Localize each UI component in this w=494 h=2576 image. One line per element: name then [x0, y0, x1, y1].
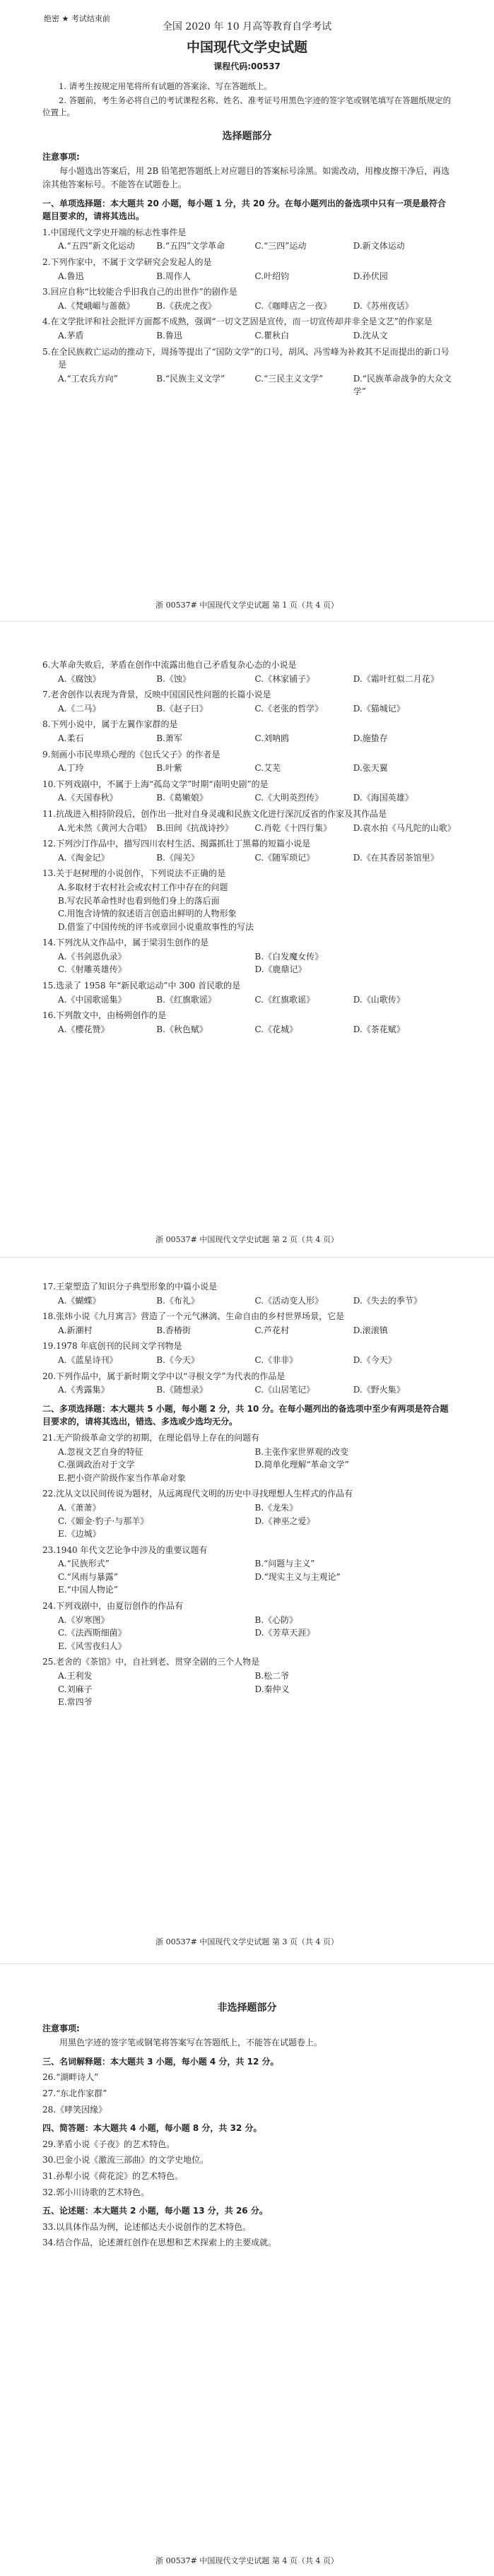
- essay-question: 26.“湖畔诗人”: [42, 2072, 99, 2083]
- question: [42, 1280, 452, 1307]
- answer-option: B.《随想录》: [156, 1385, 208, 1395]
- answer-option: C.艾芜: [254, 763, 281, 774]
- part-four-heading: 四、简答题：本大题共 4 小题，每小题 8 分，共 32 分。: [42, 2123, 262, 2134]
- question: [42, 1544, 452, 1597]
- non-choice-notice-text: 用黑色字迹的签字笔或钢笔将答案写在答题纸上，不能答在试题卷上。: [59, 2038, 323, 2048]
- choice-notice-text: 每小题选出答案后，用 2B 铅笔把答题纸上对应题目的答案标号涂黑。如需改动，用橡皮擦干净后，再选涂其他答案标号。不能答在试题卷上。: [42, 166, 450, 190]
- question-number: 12.: [42, 839, 57, 849]
- question-text: 大革命失败后，茅盾在创作中流露出他自己矛盾复杂心态的小说是: [50, 660, 297, 670]
- question-number: 8.: [42, 719, 51, 730]
- exam-page-1: [0, 0, 494, 622]
- question-number: 20.: [42, 1371, 57, 1381]
- answer-option: B.“民族主义文学”: [156, 373, 225, 384]
- answer-option: B.“五四”文学革命: [156, 241, 225, 252]
- answer-option: C.《大明英烈传》: [254, 793, 324, 803]
- answer-option: E.常四爷: [58, 1697, 93, 1708]
- answer-option: B.《布礼》: [156, 1295, 199, 1306]
- answer-option: E.“中国人物论”: [58, 1585, 118, 1595]
- page-footer: 浙 00537# 中国现代文学史试题 第 1 页（共 4 页）: [155, 601, 339, 610]
- answer-option: A.《萧萧》: [58, 1502, 101, 1513]
- answer-option: B.《获虎之夜》: [156, 300, 216, 311]
- answer-option: B.《葛嫩娘》: [156, 793, 208, 803]
- choice-notice-label: 注意事项:: [42, 151, 80, 162]
- option-list: [42, 300, 452, 313]
- option-list: [42, 1023, 452, 1036]
- answer-option: A.“五四”新文化运动: [58, 241, 135, 252]
- answer-option: D.《霜叶红似二月花》: [353, 673, 439, 684]
- question-number: 22.: [42, 1489, 57, 1499]
- option-list: [42, 1614, 452, 1653]
- non-choice-section-title: 非选择题部分: [217, 2002, 277, 2014]
- answer-option: D.《鹿鼎记》: [254, 964, 307, 975]
- course-code: 课程代码:00537: [213, 61, 281, 72]
- question-stem: [42, 718, 452, 731]
- answer-option: D.《山歌传》: [353, 994, 405, 1005]
- question-number: 24.: [42, 1601, 57, 1612]
- option-list: [42, 1354, 452, 1367]
- answer-option: B.写农民革命性时也看到他们身上的落后面: [58, 895, 220, 906]
- answer-option: B.香椿街: [156, 1325, 191, 1335]
- question-text: 关于赵树理的小说创作，下列说法不正确的是: [56, 868, 226, 879]
- answer-option: A.《蓝星诗刊》: [58, 1354, 118, 1365]
- answer-option: D.“现实主义与主观论”: [254, 1571, 341, 1582]
- essay-question: 33.以具体作品为例，论述郁达夫小说创作的艺术特色。: [42, 2221, 252, 2232]
- question-number: 16.: [42, 1010, 57, 1021]
- question-number: 2.: [42, 257, 51, 267]
- question-number: 6.: [42, 660, 51, 670]
- answer-option: C.芦花村: [254, 1325, 290, 1335]
- question-number: 17.: [42, 1282, 57, 1292]
- answer-option: C.瞿秋白: [254, 330, 290, 341]
- answer-option: D.《神巫之爱》: [254, 1516, 315, 1526]
- question-stem: [42, 256, 452, 269]
- answer-option: B.《心防》: [254, 1614, 298, 1625]
- question: [42, 658, 452, 685]
- essay-question: 31.孙犁小说《荷花淀》的艺术特色。: [42, 2171, 184, 2182]
- answer-option: A.“民族形式”: [58, 1559, 110, 1569]
- answer-option: A.《蝴蝶》: [58, 1295, 101, 1306]
- question-text: 选录了 1958 年“新民歌运动”中 300 首民歌的是: [56, 981, 241, 991]
- question: [42, 1600, 452, 1653]
- option-list: [42, 950, 452, 976]
- answer-option: A.《淘金记》: [58, 852, 110, 863]
- question: [42, 285, 452, 312]
- answer-option: B.《龙朱》: [254, 1502, 298, 1513]
- answer-option: D.《在其香居茶馆里》: [353, 852, 439, 863]
- answer-option: A.《秀露集》: [58, 1385, 110, 1395]
- question-text: 下列沈从文作品中，属于梁羽生创作的是: [56, 938, 209, 948]
- non-choice-notice-label: 注意事项:: [42, 2023, 80, 2033]
- question-stem: [42, 1487, 452, 1501]
- answer-option: A.新潮村: [58, 1325, 93, 1335]
- answer-option: D.秦仲义: [254, 1684, 290, 1694]
- question: [42, 226, 452, 253]
- answer-option: A.柔石: [58, 733, 84, 743]
- question: [42, 256, 452, 283]
- answer-option: B.主张作家世界观的改变: [254, 1446, 349, 1457]
- answer-option: C.用饱含诗情的叙述语言创造出鲜明的人物形象: [58, 909, 237, 919]
- answer-option: C.“三四”运动: [254, 241, 307, 252]
- answer-option: A.忽视文艺自身的特征: [58, 1446, 143, 1457]
- question: [42, 1340, 452, 1366]
- answer-option: A.王利发: [58, 1671, 93, 1682]
- question-stem: [42, 226, 452, 240]
- answer-option: A.《书剑恩仇录》: [58, 951, 127, 962]
- question-stem: [42, 1370, 452, 1383]
- question-number: 19.: [42, 1341, 57, 1352]
- question-text: 老舍的《茶馆》中，自社到老、贯穿全剧的三个人物是: [56, 1657, 260, 1667]
- answer-option: C.“三民主义文学”: [254, 373, 324, 384]
- answer-option: A.《梵峨嵋与蔷薇》: [58, 300, 135, 311]
- question-text: 张炜小说《九月寓言》营造了一个元气淋漓、生命自由的乡村世界场景，它是: [56, 1311, 345, 1322]
- answer-option: B.《白发魔女传》: [254, 951, 324, 962]
- question: [42, 1487, 452, 1540]
- option-list: [42, 270, 452, 283]
- page-footer: 浙 00537# 中国现代文学史试题 第 4 页（共 4 页）: [155, 2556, 339, 2565]
- option-list: [42, 993, 452, 1007]
- answer-option: E.把小资产阶级作家当作革命对象: [58, 1472, 186, 1483]
- question: [42, 748, 452, 775]
- question-text: 下列小说中，属于左翼作家群的是: [50, 719, 178, 730]
- answer-option: B.田间《抗战诗抄》: [156, 822, 233, 833]
- question-stem: [42, 808, 452, 821]
- page-footer: 浙 00537# 中国现代文学史试题 第 3 页（共 4 页）: [155, 1937, 339, 1946]
- answer-option: A.《樱花赞》: [58, 1024, 110, 1034]
- question-text: 在文学批评和社会批评方面都不成熟，强调“一切文艺固是宣传，而一切宣传却并非全是文艺”的作家是: [50, 317, 433, 327]
- question-stem: [42, 1340, 452, 1353]
- question-stem: [42, 979, 452, 993]
- answer-option: D.《海国英雄》: [353, 793, 413, 803]
- answer-option: D.孙伏园: [353, 271, 388, 281]
- answer-option: C.《射雕英雄传》: [58, 964, 127, 975]
- answer-option: D.《失去的季节》: [353, 1295, 422, 1306]
- answer-option: D.借鉴了中国传统的评书或章回小说重故事性的写法: [58, 921, 254, 932]
- answer-option: D.简单化理解“革命文学”: [254, 1460, 349, 1470]
- exam-page-2: [0, 622, 494, 1258]
- question: [42, 778, 452, 805]
- answer-option: C.《林家铺子》: [254, 673, 315, 684]
- answer-option: D.滚滚镇: [353, 1325, 388, 1335]
- answer-option: D.《今天》: [353, 1354, 396, 1365]
- exam-notes: [42, 81, 452, 119]
- question-number: 9.: [42, 749, 51, 760]
- question-number: 21.: [42, 1432, 57, 1443]
- answer-option: C.《媚金·豹子·与那羊》: [58, 1516, 149, 1526]
- answer-option: B.《赵子曰》: [156, 703, 208, 714]
- option-list: [42, 372, 452, 398]
- answer-option: C.强调政治对于文学: [58, 1460, 135, 1470]
- exam-title: 全国 2020 年 10 月高等教育自学考试: [162, 21, 332, 33]
- answer-option: A.鲁迅: [58, 271, 84, 281]
- option-list: [42, 1670, 452, 1709]
- question-stem: [42, 936, 452, 950]
- answer-option: D.袁水拍《马凡陀的山歌》: [353, 822, 456, 833]
- question-text: 无产阶级革命文学的初期，在理论倡导上存在的问题有: [56, 1432, 260, 1443]
- answer-option: E.《风雪夜归人》: [58, 1641, 127, 1651]
- answer-option: A.《二马》: [58, 703, 101, 714]
- question-number: 4.: [42, 317, 51, 327]
- question-number: 13.: [42, 868, 57, 879]
- part-one-heading: 一、单项选择题：本大题共 20 小题，每小题 1 分，共 20 分。在每小题列出的备选项中只有一项是最符合题目要求的，请将其选出。: [42, 198, 446, 222]
- option-list: [42, 702, 452, 716]
- question-stem: [42, 1310, 452, 1323]
- answer-option: D.张天翼: [353, 763, 388, 774]
- answer-option: C.《咖啡店之一夜》: [254, 300, 332, 311]
- answer-option: A.《腐蚀》: [58, 673, 101, 684]
- question: [42, 808, 456, 834]
- option-list: [42, 881, 452, 933]
- answer-option: C.《随军琐记》: [254, 852, 315, 863]
- question-number: 1.: [42, 227, 51, 237]
- question: [42, 979, 452, 1006]
- answer-option: A.《中国歌谣集》: [58, 994, 127, 1005]
- question-text: 在全民族救亡运动的推动下，周扬等提出了“国防文学”的口号，胡风、冯雪峰为补救其不足而提出的新口号是: [50, 346, 449, 370]
- answer-option: C.刘麻子: [58, 1684, 93, 1694]
- question-stem: [42, 867, 452, 880]
- answer-option: C.叶绍钧: [254, 271, 290, 281]
- answer-option: A.茅盾: [58, 330, 84, 341]
- question-stem: [42, 1655, 452, 1669]
- subject-title: 中国现代文学史试题: [186, 39, 307, 55]
- answer-option: D.《猫城记》: [353, 703, 405, 714]
- answer-option: B.“问题与主义”: [254, 1559, 315, 1569]
- question-number: 10.: [42, 779, 57, 789]
- question-stem: [42, 748, 452, 762]
- choice-section-title: 选择题部分: [222, 131, 272, 143]
- note-item: 1. 请考生按规定用笔将所有试题的答案涂、写在答题纸上。: [59, 81, 273, 91]
- answer-option: D.《苏州夜话》: [353, 300, 413, 311]
- question-text: 沈从文以民间传说为题材，从远离现代文明的历史中寻找理想人生样式的作品有: [56, 1489, 353, 1499]
- question-text: 下列作家中，不属于文学研究会发起人的是: [50, 257, 212, 267]
- answer-option: A.“工农兵方向”: [58, 373, 118, 384]
- answer-option: B.松二爷: [254, 1671, 290, 1682]
- question-number: 14.: [42, 938, 57, 948]
- answer-option: A.多取材于农村社会或农村工作中存在的问题: [58, 882, 228, 892]
- question-stem: [42, 688, 452, 702]
- question-stem: [42, 837, 452, 851]
- question-text: 下列作品中，属于新时期文学中以“寻根文学”为代表的作品是: [56, 1371, 286, 1381]
- exam-page-4: [0, 1964, 494, 2576]
- answer-option: C.《老张的哲学》: [254, 703, 324, 714]
- essay-question: 34.结合作品，论述萧红创作在思想和艺术探索上的主要成就。: [42, 2238, 277, 2248]
- page-footer: 浙 00537# 中国现代文学史试题 第 2 页（共 4 页）: [155, 1235, 339, 1244]
- answer-option: C.《非非》: [254, 1354, 298, 1365]
- question: [42, 936, 452, 976]
- question-stem: [42, 1009, 452, 1022]
- option-list: [42, 1446, 452, 1485]
- question-number: 11.: [42, 808, 57, 819]
- answer-option: C.《花城》: [254, 1024, 298, 1034]
- question: [42, 1009, 452, 1036]
- answer-option: C.肖乾《十四行集》: [254, 822, 332, 833]
- option-list: [42, 240, 452, 253]
- option-list: [42, 329, 452, 343]
- option-list: [42, 673, 452, 686]
- answer-option: A.光未然《黄河大合唱》: [58, 822, 152, 833]
- question-stem: [42, 345, 452, 372]
- option-list: [42, 1383, 452, 1397]
- answer-option: D.沈从文: [353, 330, 388, 341]
- option-list: [42, 1557, 452, 1597]
- answer-option: D.《茶花赋》: [353, 1024, 405, 1034]
- question-text: 中国现代文学史开端的标志性事件是: [50, 227, 187, 237]
- answer-option: A.《天国春秋》: [58, 793, 118, 803]
- exam-page-3: [0, 1258, 494, 1964]
- option-list: [42, 1294, 452, 1308]
- question: [42, 718, 452, 745]
- essay-question: 28.《哮笑因缘》: [42, 2104, 107, 2115]
- answer-option: C.《山居笔记》: [254, 1385, 315, 1395]
- answer-option: C.“风雨与暴露”: [58, 1571, 118, 1582]
- question-stem: [42, 1431, 452, 1445]
- answer-option: A.丁玲: [58, 763, 84, 774]
- answer-option: B.鲁迅: [156, 330, 182, 341]
- essay-question: 29.茅盾小说《子夜》的艺术特色。: [42, 2139, 175, 2149]
- part-three-heading: 三、名词解释题：本大题共 3 小题，每小题 4 分，共 12 分。: [42, 2056, 279, 2067]
- question-stem: [42, 1544, 452, 1557]
- question-text: 下列戏剧中，不属于上海“孤岛文学”时期“南明史剧”的是: [56, 779, 269, 789]
- answer-option: B.《闯关》: [156, 852, 199, 863]
- answer-option: D.新文体运动: [353, 241, 405, 252]
- question-number: 25.: [42, 1657, 57, 1667]
- answer-option: E.《边城》: [58, 1529, 101, 1540]
- option-list: [42, 851, 452, 865]
- answer-option: B.《今天》: [156, 1354, 199, 1365]
- answer-option: B.萧军: [156, 733, 182, 743]
- answer-option: B.《秋色赋》: [156, 1024, 208, 1034]
- essay-question: 30.巴金小说《激流三部曲》的文学史地位。: [42, 2155, 209, 2166]
- question: [42, 688, 452, 715]
- question-text: 抗战进入相持阶段后，创作出一批对自身灵魂和民族文化进行深沉反省的作家及其作品是: [56, 808, 387, 819]
- question-stem: [42, 778, 452, 791]
- answer-option: B.叶紫: [156, 763, 182, 774]
- question: [42, 1431, 452, 1484]
- note-item: 2. 答题前，考生务必将自己的考试课程名称、姓名、准考证号用黑色字迹的签字笔或钢笔填写在答题纸规定的位置上。: [42, 95, 452, 118]
- question: [42, 345, 452, 398]
- answer-option: C.《活动变人形》: [254, 1295, 324, 1306]
- question: [42, 1310, 452, 1337]
- question-stem: [42, 1600, 452, 1613]
- question-text: 1978 年底创刊的民间文学刊物是: [56, 1341, 182, 1352]
- question-text: 回应自称“比较能合乎旧我自己的出世作”的剧作是: [50, 287, 237, 297]
- question-stem: [42, 1280, 452, 1294]
- option-list: [42, 1501, 452, 1541]
- secret-label: 绝密 ★ 考试结束前: [44, 14, 110, 23]
- option-list: [42, 791, 452, 805]
- question: [42, 1655, 452, 1708]
- question-number: 18.: [42, 1311, 57, 1322]
- answer-option: B.《蚀》: [156, 673, 191, 684]
- option-list: [42, 822, 456, 835]
- part-two-heading: 二、多项选择题：本大题共 5 小题，每小题 2 分，共 10 分。在每小题列出的备选项中至少有两项是符合题目要求的，请将其选出，错选、多选或少选均无分。: [42, 1403, 449, 1427]
- answer-option: B.周作人: [156, 271, 191, 281]
- question-text: 下列戏剧中，由夏衍创作的作品有: [56, 1601, 184, 1612]
- question-text: 刻画小市民卑琐心理的《包氏父子》的作者是: [50, 749, 220, 760]
- answer-option: B.《红旗歌谣》: [156, 994, 216, 1005]
- question-number: 5.: [42, 346, 51, 357]
- question-stem: [42, 315, 452, 329]
- essay-question: 27.“东北作家群”: [42, 2088, 107, 2099]
- question: [42, 1370, 452, 1397]
- question-stem: [42, 285, 452, 299]
- question: [42, 315, 452, 342]
- answer-option: D.《野火集》: [353, 1385, 405, 1395]
- question-stem: [42, 658, 452, 672]
- question-text: 老舍创作以表现为背景，反映中国国民性问题的长篇小说是: [50, 690, 271, 700]
- answer-option: C.《法西斯细菌》: [58, 1628, 127, 1638]
- option-list: [42, 1324, 452, 1337]
- answer-option: C.刘呐鸥: [254, 733, 290, 743]
- question-number: 23.: [42, 1544, 57, 1555]
- question-text: 下列散文中，由杨朔创作的是: [56, 1010, 167, 1021]
- option-list: [42, 762, 452, 775]
- question-text: 1940 年代文艺论争中涉及的重要议题有: [56, 1544, 208, 1555]
- part-five-heading: 五、论述题：本大题共 2 小题，每小题 13 分，共 26 分。: [42, 2206, 268, 2216]
- question-number: 7.: [42, 690, 51, 700]
- answer-option: A.《岁寒图》: [58, 1614, 110, 1625]
- question-number: 3.: [42, 287, 51, 297]
- answer-option: D.“民族革命战争的大众文学”: [353, 373, 452, 397]
- question: [42, 837, 452, 864]
- answer-option: D.施蛰存: [353, 733, 388, 743]
- question-text: 王蒙塑造了知识分子典型形象的中篇小说是: [56, 1282, 218, 1292]
- question-number: 15.: [42, 981, 57, 991]
- essay-question: 32.郭小川诗歌的艺术特色。: [42, 2187, 150, 2197]
- answer-option: D.《芳草天涯》: [254, 1628, 315, 1638]
- answer-option: C.《红旗歌谣》: [254, 994, 315, 1005]
- option-list: [42, 732, 452, 745]
- question-text: 下列沙汀作品中，描写四川农村生活、揭露抓壮丁黑幕的短篇小说是: [56, 839, 311, 849]
- question: [42, 867, 452, 933]
